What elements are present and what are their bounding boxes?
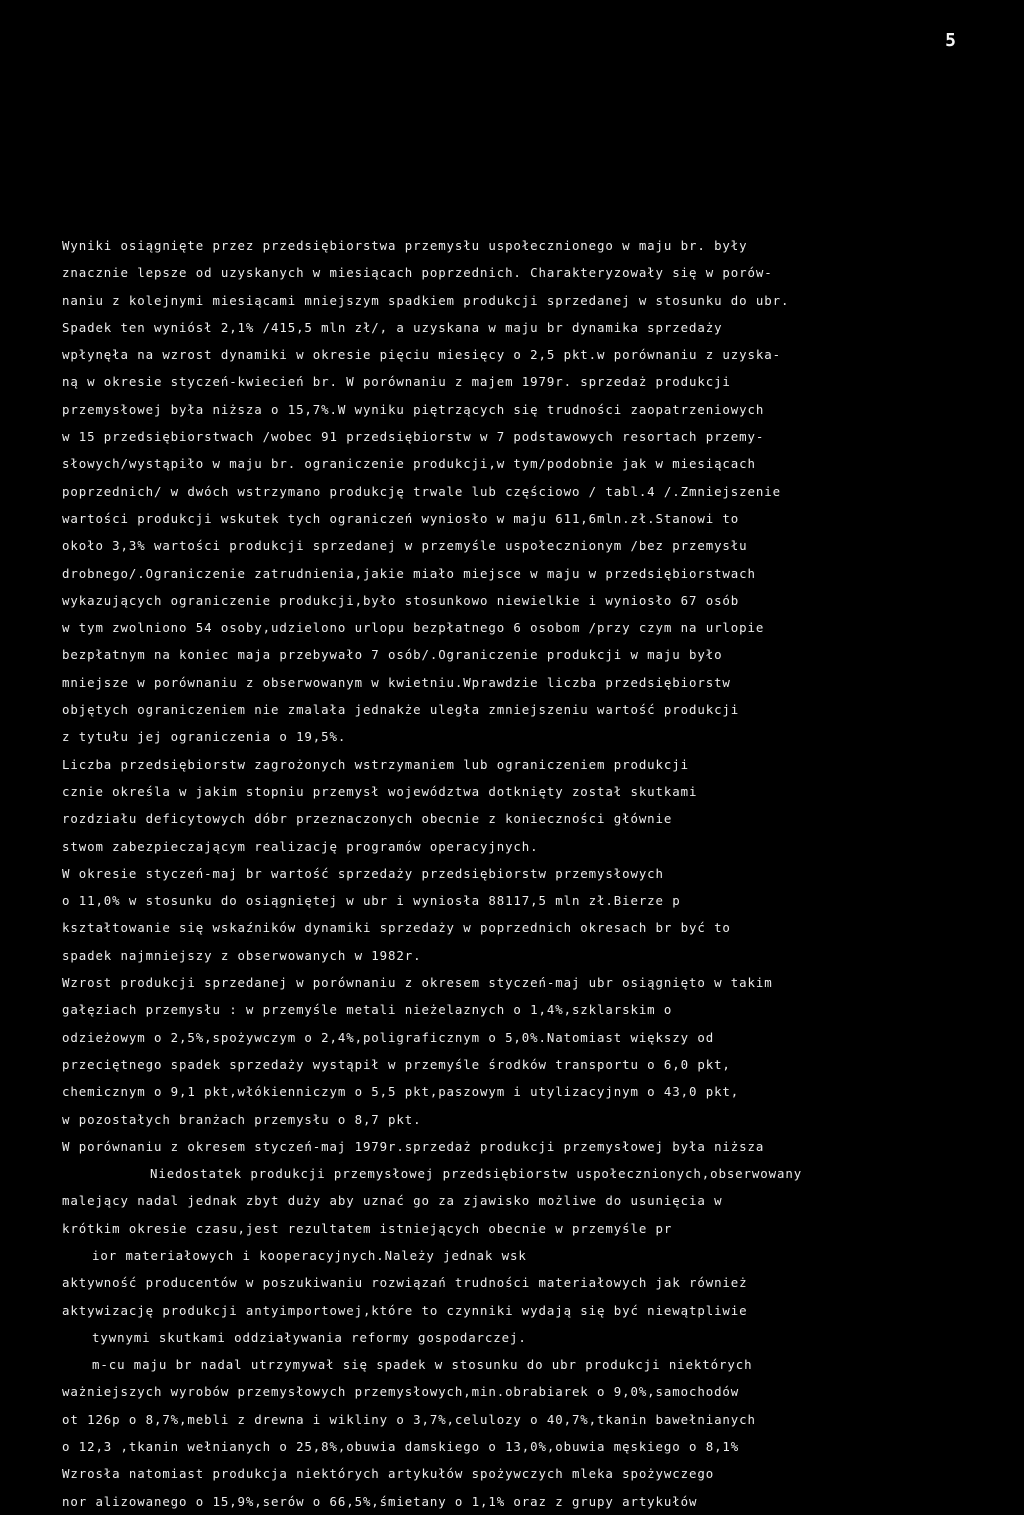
text-line: chemicznym o 9,1 pkt,włókienniczym o 5,5 pkt,paszowym i utylizacyjnym o 43,0 pkt, (62, 1084, 740, 1100)
text-line: naniu z kolejnymi miesiącami mniejszym spadkiem produkcji sprzedanej w stosunku do ubr. (62, 292, 790, 308)
text-line: malejący nadal jednak zbyt duży aby uznać go za zjawisko możliwe do usunięcia w (62, 1193, 723, 1209)
text-line: rozdziału deficytowych dóbr przeznaczonych obecnie z konieczności głównie (62, 811, 673, 827)
text-line: tywnymi skutkami oddziaływania reformy gospodarczej. (92, 1329, 527, 1345)
page-number: 5 (945, 30, 956, 51)
text-line: z tytułu jej ograniczenia o 19,5%. (62, 729, 347, 745)
text-line: kształtowanie się wskaźników dynamiki sprzedaży w poprzednich okresach br być to (62, 920, 731, 936)
text-line: o 11,0% w stosunku do osiągniętej w ubr i wyniosła 88117,5 mln zł.Bierze p (62, 893, 681, 909)
text-line: cznie określa w jakim stopniu przemysł województwa dotknięty został skutkami (62, 783, 698, 799)
text-line: Wyniki osiągnięte przez przedsiębiorstwa przemysłu uspołecznionego w maju br. były (62, 238, 748, 253)
text-line: W porównaniu z okresem styczeń-maj 1979r.sprzedaż produkcji przemysłowej była niższa (62, 1138, 765, 1154)
text-line: przemysłowej była niższa o 15,7%.W wyniku piętrzących się trudności zaopatrzeniowych (62, 401, 765, 417)
text-line: bezpłatnym na koniec maja przebywało 7 osób/.Ograniczenie produkcji w maju było (62, 647, 723, 663)
text-line: drobnego/.Ograniczenie zatrudnienia,jakie miało miejsce w maju w przedsiębiorstwach (62, 565, 756, 581)
text-line: gałęziach przemysłu : w przemyśle metali nieżelaznych o 1,4%,szklarskim o (62, 1002, 673, 1018)
text-line: Wzrost produkcji sprzedanej w porównaniu z okresem styczeń-maj ubr osiągnięto w takim (62, 975, 773, 991)
text-line: ważniejszych wyrobów przemysłowych przemysłowych,min.obrabiarek o 9,0%,samochodów (62, 1384, 740, 1400)
text-line: m-cu maju br nadal utrzymywał się spadek w stosunku do ubr produkcji niektórych (92, 1357, 753, 1373)
text-line: ior materiałowych i kooperacyjnych.Należy jednak wsk (92, 1247, 527, 1263)
text-line: ną w okresie styczeń-kwiecień br. W porównaniu z majem 1979r. sprzedaż produkcji (62, 374, 731, 390)
text-line: krótkim okresie czasu,jest rezultatem istniejących obecnie w przemyśle pr (62, 1220, 673, 1236)
text-line: spadek najmniejszy z obserwowanych w 1982r. (62, 947, 422, 963)
text-line: W okresie styczeń-maj br wartość sprzedaży przedsiębiorstw przemysłowych (62, 865, 664, 881)
text-line: około 3,3% wartości produkcji sprzedanej w przemyśle uspołecznionym /bez przemysłu (62, 538, 748, 554)
text-line: Niedostatek produkcji przemysłowej przedsiębiorstw uspołecznionych,obserwowany (150, 1166, 803, 1182)
text-line: aktywizację produkcji antyimportowej,które to czynniki wydają się być niewątpliwie (62, 1302, 748, 1318)
text-line: w pozostałych branżach przemysłu o 8,7 pkt. (62, 1111, 422, 1127)
text-line: Wzrosła natomiast produkcja niektórych artykułów spożywczych mleka spożywczego (62, 1466, 715, 1482)
text-line: odzieżowym o 2,5%,spożywczym o 2,4%,poligraficznym o 5,0%.Natomiast większy od (62, 1029, 715, 1045)
text-line: ot 126p o 8,7%,mebli z drewna i wikliny o 3,7%,celulozy o 40,7%,tkanin bawełnianych (62, 1411, 756, 1427)
text-line: poprzednich/ w dwóch wstrzymano produkcję trwale lub częściowo / tabl.4 /.Zmniejszenie (62, 483, 781, 499)
text-line: aktywność producentów w poszukiwaniu rozwiązań trudności materiałowych jak również (62, 1275, 748, 1291)
text-line: Liczba przedsiębiorstw zagrożonych wstrzymaniem lub ograniczeniem produkcji (62, 756, 689, 772)
text-line: w tym zwolniono 54 osoby,udzielono urlopu bezpłatnego 6 osobom /przy czym na urlopie (62, 620, 765, 636)
text-line: Spadek ten wyniósł 2,1% /415,5 mln zł/, a uzyskana w maju br dynamika sprzedaży (62, 319, 723, 335)
text-line: wartości produkcji wskutek tych ograniczeń wyniosło w maju 611,6mln.zł.Stanowi to (62, 510, 740, 526)
text-line: mniejsze w porównaniu z obserwowanym w kwietniu.Wprawdzie liczba przedsiębiorstw (62, 674, 731, 690)
text-line: w 15 przedsiębiorstwach /wobec 91 przedsiębiorstw w 7 podstawowych resortach przemy- (62, 429, 765, 445)
text-line: słowych/wystąpiło w maju br. ograniczenie produkcji,w tym/podobnie jak w miesiącach (62, 456, 756, 472)
text-line: wykazujących ograniczenie produkcji,było stosunkowo niewielkie i wyniosło 67 osób (62, 592, 740, 608)
text-line: wpłynęła na wzrost dynamiki w okresie pięciu miesięcy o 2,5 pkt.w porównaniu z uzyska- (62, 347, 781, 363)
document-body (62, 232, 972, 1515)
text-line: znacznie lepsze od uzyskanych w miesiącach poprzednich. Charakteryzowały się w porów- (62, 265, 773, 281)
text-line: o 12,3 ,tkanin wełnianych o 25,8%,obuwia damskiego o 13,0%,obuwia męskiego o 8,1% (62, 1439, 740, 1455)
text-line: nor alizowanego o 15,9%,serów o 66,5%,śmietany o 1,1% oraz z grupy artykułów (62, 1493, 698, 1509)
text-line: stwom zabezpieczającym realizację programów operacyjnych. (62, 838, 539, 854)
text-line: objętych ograniczeniem nie zmalała jednakże uległa zmniejszeniu wartość produkcji (62, 702, 740, 718)
text-line: przeciętnego spadek sprzedaży wystąpił w przemyśle środków transportu o 6,0 pkt, (62, 1056, 731, 1072)
